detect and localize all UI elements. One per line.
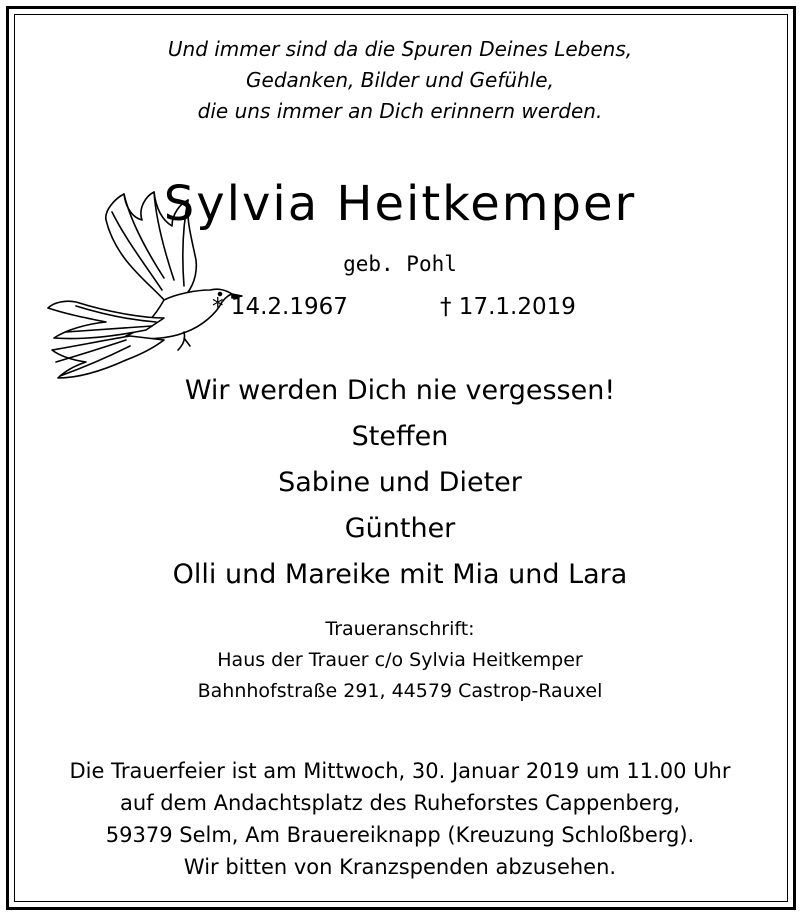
ceremony-line-3: 59379 Selm, Am Brauereiknapp (Kreuzung Schloßberg). [105, 823, 695, 847]
mourner-name: Günther [344, 513, 456, 544]
mourner-name: Sabine und Dieter [278, 467, 522, 498]
verse-line-3: die uns immer an Dich erinnern werden. [197, 99, 603, 123]
memorial-verse [0, 34, 800, 127]
verse-line-1: Und immer sind da die Spuren Deines Lebens, [167, 37, 633, 61]
farewell-line: Wir werden Dich nie vergessen! [184, 375, 616, 406]
mourning-address [0, 614, 800, 707]
mourner-name: Olli und Mareike mit Mia und Lara [172, 559, 628, 590]
address-label: Traueranschrift: [325, 618, 475, 640]
address-line-2: Bahnhofstraße 291, 44579 Castrop-Rauxel [197, 680, 603, 702]
ceremony-line-2: auf dem Andachtsplatz des Ruheforstes Cappenberg, [119, 791, 681, 815]
mourners-block [0, 368, 800, 598]
ceremony-details [0, 755, 800, 883]
maiden-name: geb. Pohl [343, 252, 457, 276]
deceased-name: Sylvia Heitkemper [163, 176, 637, 232]
ceremony-line-4: Wir bitten von Kranzspenden abzusehen. [183, 855, 617, 879]
birth-date: * 14.2.1967 [212, 294, 348, 320]
death-date: † 17.1.2019 [440, 294, 576, 320]
address-line-1: Haus der Trauer c/o Sylvia Heitkemper [217, 649, 583, 671]
ceremony-line-1: Die Trauerfeier ist am Mittwoch, 30. Januar 2019 um 11.00 Uhr [69, 759, 731, 783]
mourner-name: Steffen [351, 421, 449, 452]
verse-line-2: Gedanken, Bilder und Gefühle, [246, 68, 554, 92]
